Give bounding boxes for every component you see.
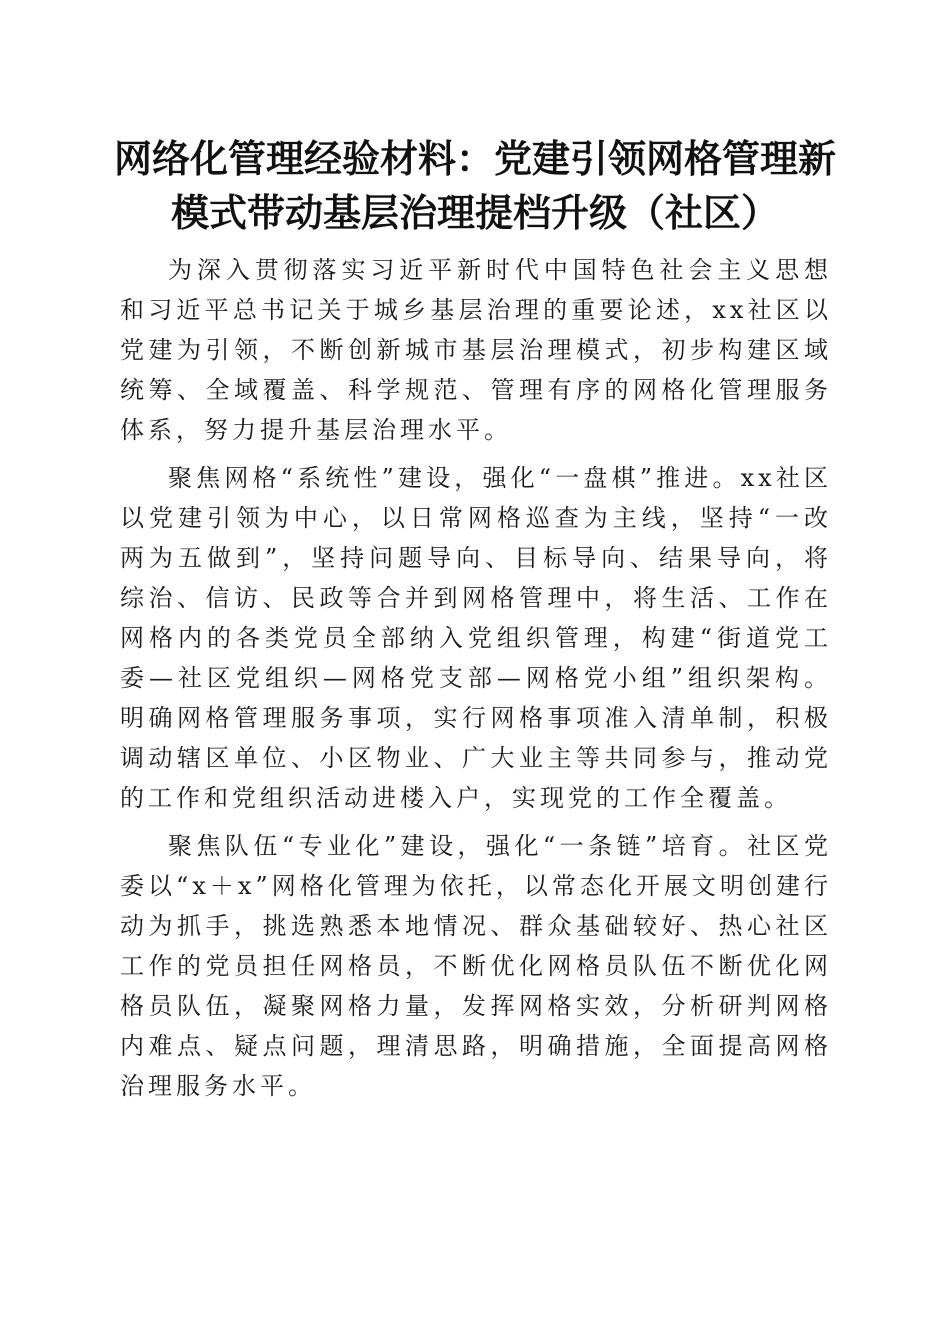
paragraph-systematic: 聚焦网格“系统性”建设，强化“一盘棋”推进。xx社区以党建引领为中心，以日常网格巡查为主线，坚持“一改两为五做到”，坚持问题导向、目标导向、结果导向，将综治、信访、民政等合并到网格管理中，将生活、工作在网格内的各类党员全部纳入党组织管理，构建“街道党工委—社区党组织—网格党支部—网格党小组”组织架构。明确网格管理服务事项，实行网格事项准入清单制，积极调动辖区单位、小区物业、广大业主等共同参与，推动党的工作和党组织活动进楼入户，实现党的工作全覆盖。 (120, 464, 832, 812)
paragraph-professional: 聚焦队伍“专业化”建设，强化“一条链”培育。社区党委以“x＋x”网格化管理为依托，以常态化开展文明创建行动为抓手，挑选熟悉本地情况、群众基础较好、热心社区工作的党员担任网格员，不断优化网格员队伍不断优化网格员队伍，凝聚网格力量，发挥网格实效，分析研判网格内难点、疑点问题，理清思路，明确措施，全面提高网格治理服务水平。 (120, 832, 832, 1100)
document-title: 网络化管理经验材料：党建引领网格管理新模式带动基层治理提档升级（社区） (113, 137, 836, 235)
document-body (120, 250, 832, 1114)
paragraph-intro: 为深入贯彻落实习近平新时代中国特色社会主义思想和习近平总书记关于城乡基层治理的重要论述，xx社区以党建为引领，不断创新城市基层治理模式，初步构建区域统筹、全域覆盖、科学规范、管理有序的网格化管理服务体系，努力提升基层治理水平。 (120, 256, 832, 444)
